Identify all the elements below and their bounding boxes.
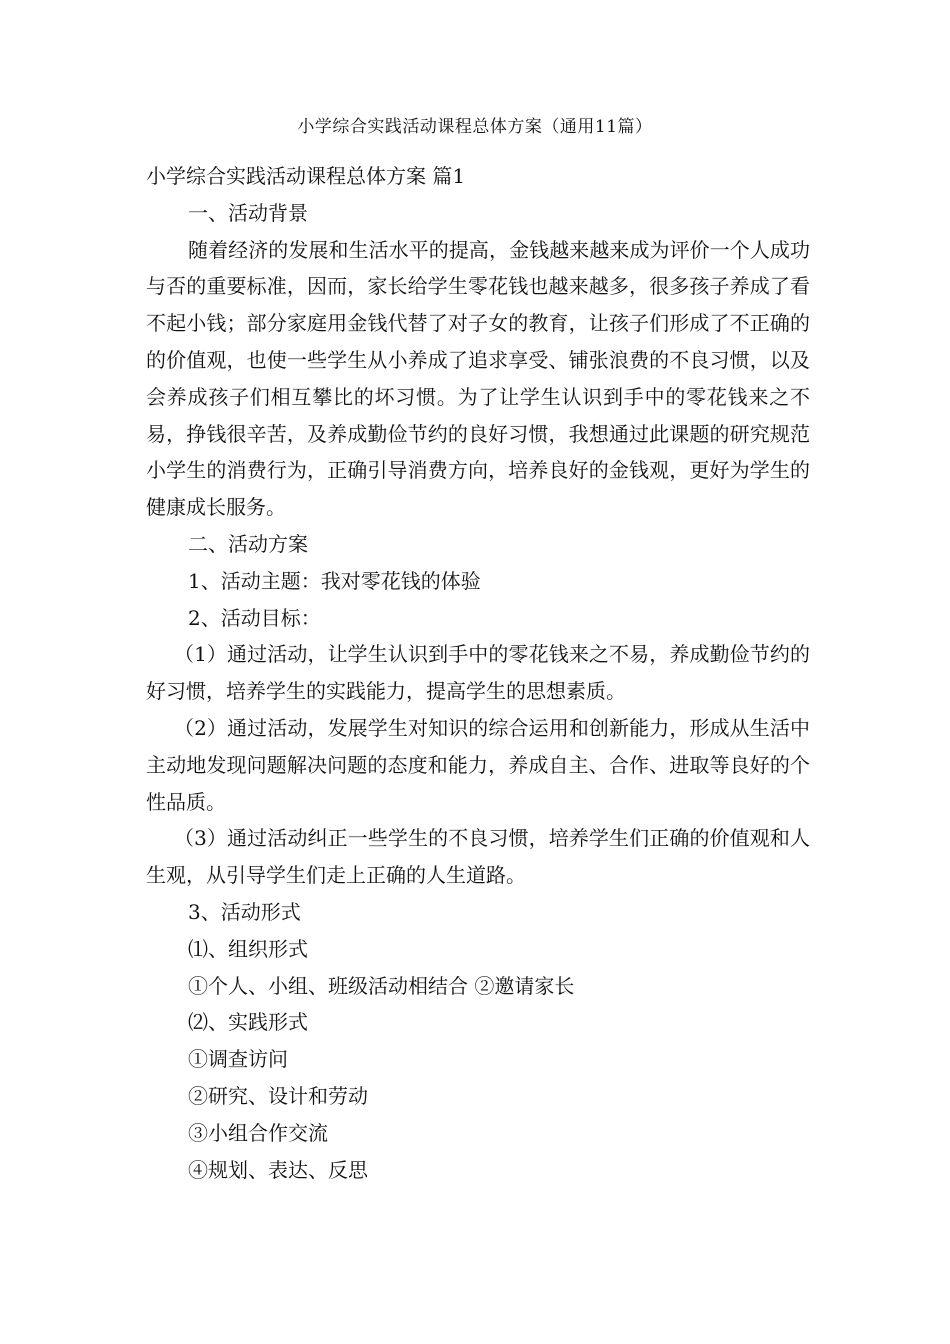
form-organization-detail: ①个人、小组、班级活动相结合 ②邀请家长: [188, 973, 575, 998]
item-form: 3、活动形式: [188, 899, 301, 924]
practice-item-1: ①调查访问: [188, 1047, 288, 1072]
paragraph-background: 随着经济的发展和生活水平的提高，金钱越来越来成为评价一个人成功与否的重要标准，因而，家长给学生零花钱也越来越多，很多孩子养成了看不起小钱；部分家庭用金钱代替了对子女的教育，让孩子们形成了不正确的的价值观，也使一些学生从小养成了追求享受、铺张浪费的不良习惯，以及会养成孩子们相互攀比的坏习惯。为了让学生认识到手中的零花钱来之不易，挣钱很辛苦，及养成勤俭节约的良好习惯，我想通过此课题的研究规范小学生的消费行为，正确引导消费方向，培养良好的金钱观，更好为学生的健康成长服务。: [146, 237, 810, 520]
section-heading: 小学综合实践活动课程总体方案 篇1: [146, 164, 466, 188]
form-practice: ⑵、实践形式: [188, 1010, 308, 1035]
heading-plan: 二、活动方案: [188, 531, 308, 556]
form-organization: ⑴、组织形式: [188, 936, 308, 961]
item-goals: 2、活动目标：: [188, 605, 321, 630]
heading-background: 一、活动背景: [188, 200, 308, 225]
document-body: [146, 158, 810, 1188]
goal-2: （2）通过活动，发展学生对知识的综合运用和创新能力，形成从生活中主动地发现问题解决问题的态度和能力，养成自主、合作、进取等良好的个性品质。: [146, 715, 810, 814]
goal-3: （3）通过活动纠正一些学生的不良习惯，培养学生们正确的价值观和人生观，从引导学生们走上正确的人生道路。: [146, 826, 810, 888]
goal-1: （1）通过活动，让学生认识到手中的零花钱来之不易，养成勤俭节约的好习惯，培养学生的实践能力，提高学生的思想素质。: [146, 642, 810, 704]
practice-item-3: ③小组合作交流: [188, 1120, 328, 1145]
document-title: 小学综合实践活动课程总体方案（通用11篇）: [297, 117, 653, 137]
practice-item-4: ④规划、表达、反思: [188, 1157, 368, 1182]
item-theme: 1、活动主题：我对零花钱的体验: [188, 568, 481, 593]
practice-item-2: ②研究、设计和劳动: [188, 1083, 368, 1108]
